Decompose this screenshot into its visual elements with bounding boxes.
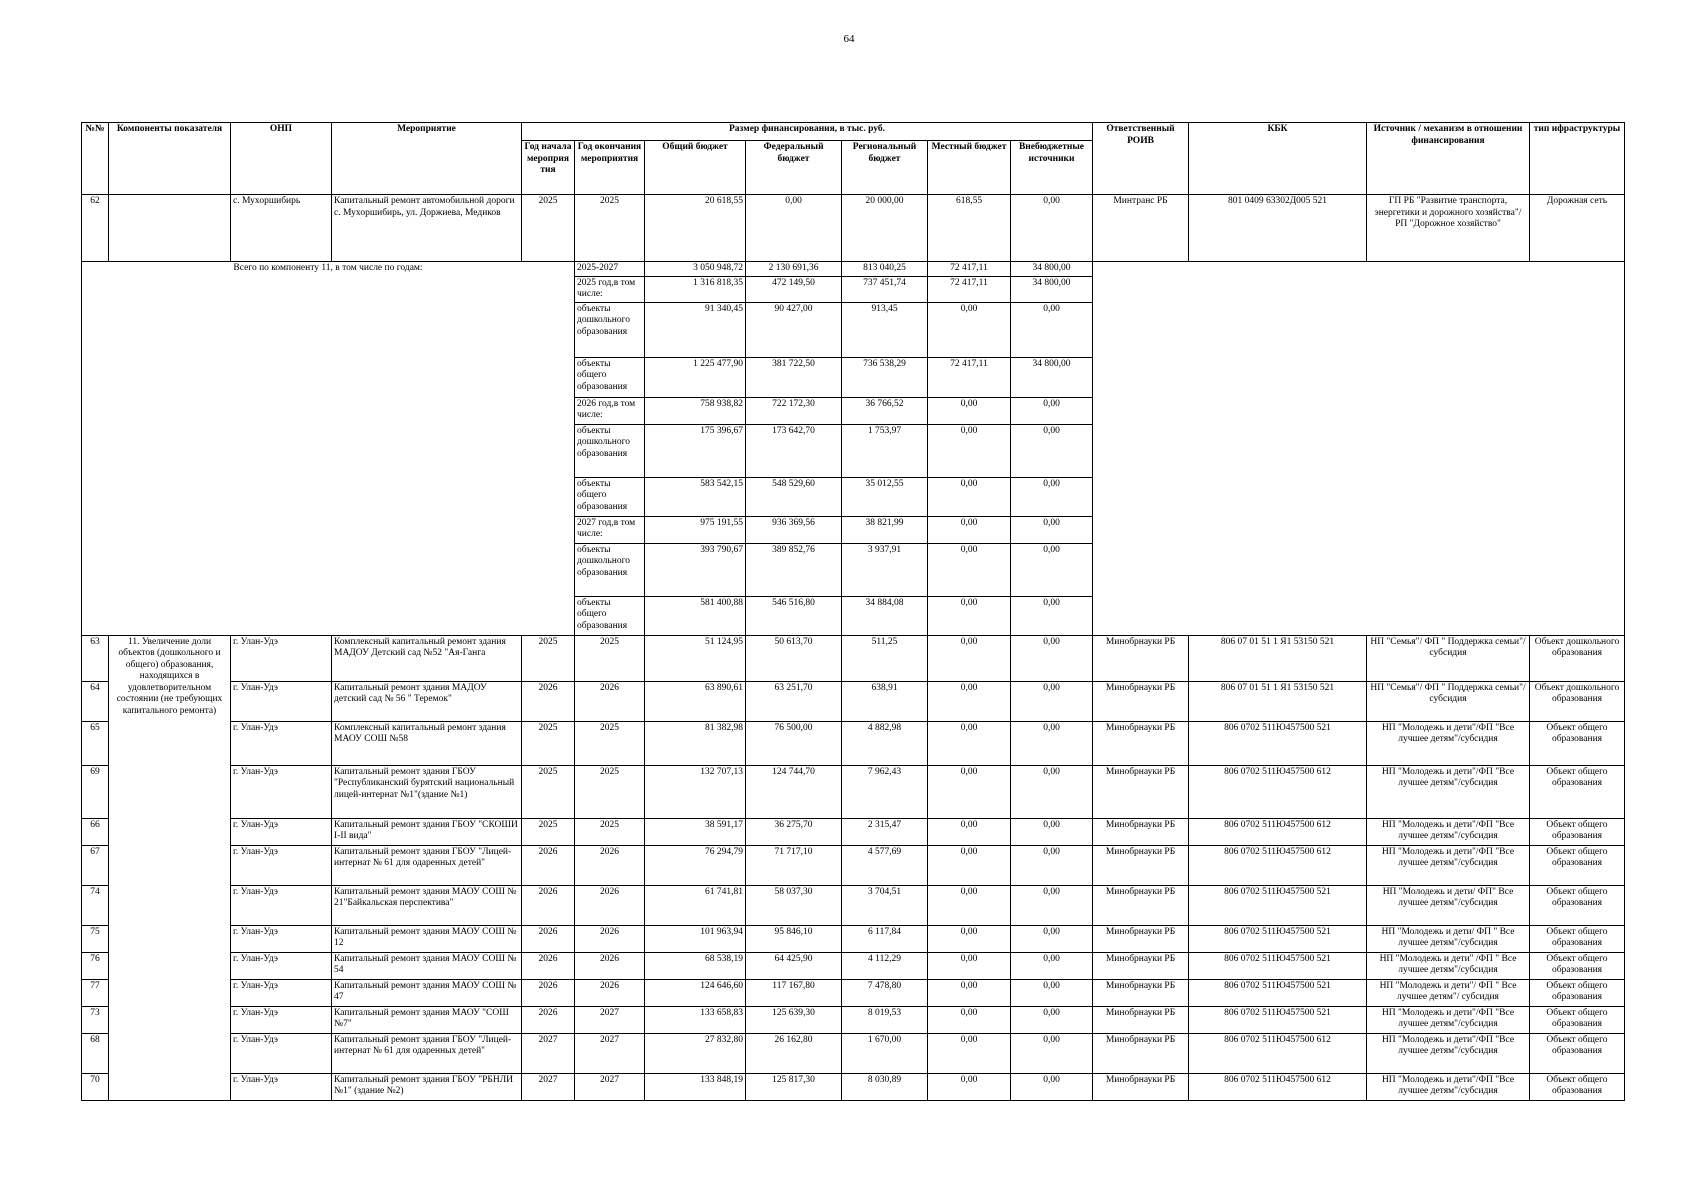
cell-total: 76 294,79 — [645, 845, 746, 885]
header-roiv: Ответственный РОИВ — [1093, 123, 1189, 195]
summary-federal: 173 642,70 — [746, 424, 842, 477]
summary-federal: 722 172,30 — [746, 397, 842, 424]
cell-year-end: 2026 — [575, 979, 645, 1006]
cell-regional: 3 704,51 — [842, 885, 928, 925]
cell-local: 618,55 — [928, 195, 1011, 262]
table-row — [82, 195, 1625, 262]
summary-local: 0,00 — [928, 477, 1011, 516]
summary-period-label: объекты общего образования — [575, 357, 645, 397]
header-total: Общий бюджет — [645, 141, 746, 195]
cell-year-end: 2027 — [575, 1006, 645, 1033]
cell-event: Капитальный ремонт автомобильной дороги с. Мухоршибирь, ул. Доржиева, Медиков — [332, 195, 522, 262]
cell-local: 0,00 — [928, 979, 1011, 1006]
cell-infra: Объект общего образования — [1530, 1033, 1625, 1073]
summary-period-label: объекты общего образования — [575, 596, 645, 635]
cell-extra: 0,00 — [1011, 721, 1093, 765]
cell-source: НП "Семья"/ ФП " Поддержка семьи"/субсидия — [1367, 681, 1530, 721]
cell-event: Капитальный ремонт здания МАОУ СОШ № 47 — [332, 979, 522, 1006]
summary-period-label: объекты дошкольного образования — [575, 543, 645, 596]
cell-infra: Объект общего образования — [1530, 925, 1625, 952]
summary-federal: 936 369,56 — [746, 516, 842, 543]
summary-total: 393 790,67 — [645, 543, 746, 596]
cell-federal: 71 717,10 — [746, 845, 842, 885]
cell-event: Капитальный ремонт здания ГБОУ "РБНЛИ №1" (здание №2) — [332, 1073, 522, 1100]
cell-year-start: 2026 — [522, 925, 575, 952]
summary-regional: 736 538,29 — [842, 357, 928, 397]
cell-source: НП "Молодежь и дети"/ФП "Все лучшее детям"/субсидия — [1367, 845, 1530, 885]
cell-source: НП "Молодежь и дети"/ФП "Все лучшее детям"/субсидия — [1367, 818, 1530, 845]
summary-extra: 34 800,00 — [1011, 357, 1093, 397]
cell-event: Капитальный ремонт здания МАОУ СОШ № 12 — [332, 925, 522, 952]
table-row — [82, 1073, 1625, 1100]
header-year-end: Год окончания мероприятия — [575, 141, 645, 195]
cell-federal: 117 167,80 — [746, 979, 842, 1006]
summary-row — [82, 262, 1625, 277]
cell-year-start: 2027 — [522, 1073, 575, 1100]
cell-extra: 0,00 — [1011, 885, 1093, 925]
cell-kbk: 806 0702 511Ю457500 521 — [1189, 925, 1367, 952]
cell-year-end: 2027 — [575, 1033, 645, 1073]
cell-year-start: 2025 — [522, 195, 575, 262]
cell-year-start: 2026 — [522, 979, 575, 1006]
cell-regional: 4 577,69 — [842, 845, 928, 885]
cell-infra: Объект общего образования — [1530, 721, 1625, 765]
cell-extra: 0,00 — [1011, 195, 1093, 262]
cell-onp: г. Улан-Удэ — [231, 1006, 332, 1033]
cell-regional: 2 315,47 — [842, 818, 928, 845]
cell-total: 20 618,55 — [645, 195, 746, 262]
cell-onp: г. Улан-Удэ — [231, 1073, 332, 1100]
summary-federal: 548 529,60 — [746, 477, 842, 516]
cell-total: 101 963,94 — [645, 925, 746, 952]
cell-onp: г. Улан-Удэ — [231, 1033, 332, 1073]
summary-period-label: 2025-2027 — [575, 262, 645, 277]
cell-roiv: Минобрнауки РБ — [1093, 721, 1189, 765]
cell-event: Комплексный капитальный ремонт здания МАДОУ Детский сад №52 "Ая-Ганга — [332, 635, 522, 681]
cell-onp: с. Мухоршибирь — [231, 195, 332, 262]
cell-year-end: 2026 — [575, 925, 645, 952]
cell-source: НП "Молодежь и дети"/ФП "Все лучшее детям"/субсидия — [1367, 721, 1530, 765]
cell-event: Капитальный ремонт здания ГБОУ "СКОШИ I-II вида" — [332, 818, 522, 845]
cell-roiv: Минобрнауки РБ — [1093, 845, 1189, 885]
cell-total: 81 382,98 — [645, 721, 746, 765]
summary-period-label: 2027 год,в том числе: — [575, 516, 645, 543]
cell-year-end: 2025 — [575, 765, 645, 818]
header-regional: Региональный бюджет — [842, 141, 928, 195]
cell-federal: 124 744,70 — [746, 765, 842, 818]
cell-extra: 0,00 — [1011, 681, 1093, 721]
cell-num: 62 — [82, 195, 109, 262]
cell-local: 0,00 — [928, 1073, 1011, 1100]
cell-total: 63 890,61 — [645, 681, 746, 721]
cell-extra: 0,00 — [1011, 635, 1093, 681]
header-federal: Федеральный бюджет — [746, 141, 842, 195]
cell-year-start: 2026 — [522, 952, 575, 979]
cell-event: Капитальный ремонт здания МАОУ СОШ № 54 — [332, 952, 522, 979]
summary-regional: 1 753,97 — [842, 424, 928, 477]
summary-period-label: 2026 год,в том числе: — [575, 397, 645, 424]
summary-total: 975 191,55 — [645, 516, 746, 543]
cell-roiv: Минобрнауки РБ — [1093, 681, 1189, 721]
summary-total: 583 542,15 — [645, 477, 746, 516]
cell-year-start: 2025 — [522, 721, 575, 765]
cell-kbk: 806 0702 511Ю457500 612 — [1189, 1033, 1367, 1073]
summary-federal: 90 427,00 — [746, 302, 842, 357]
cell-extra: 0,00 — [1011, 1073, 1093, 1100]
summary-regional: 737 451,74 — [842, 276, 928, 302]
header-onp: ОНП — [231, 123, 332, 195]
summary-regional: 3 937,91 — [842, 543, 928, 596]
cell-regional: 638,91 — [842, 681, 928, 721]
cell-local: 0,00 — [928, 1033, 1011, 1073]
cell-year-start: 2026 — [522, 681, 575, 721]
cell-extra: 0,00 — [1011, 845, 1093, 885]
summary-federal: 546 516,80 — [746, 596, 842, 635]
cell-local: 0,00 — [928, 765, 1011, 818]
cell-year-start: 2026 — [522, 845, 575, 885]
cell-year-end: 2025 — [575, 635, 645, 681]
cell-infra: Объект дошкольного образования — [1530, 635, 1625, 681]
cell-kbk: 806 0702 511Ю457500 612 — [1189, 1073, 1367, 1100]
cell-federal: 125 639,30 — [746, 1006, 842, 1033]
summary-total: 1 225 477,90 — [645, 357, 746, 397]
cell-federal: 50 613,70 — [746, 635, 842, 681]
summary-local: 72 417,11 — [928, 357, 1011, 397]
cell-onp: г. Улан-Удэ — [231, 765, 332, 818]
cell-source: НП "Молодежь и дети"/ФП "Все лучшее детям"/субсидия — [1367, 1033, 1530, 1073]
cell-num: 74 — [82, 885, 109, 925]
summary-period-label: объекты дошкольного образования — [575, 302, 645, 357]
summary-extra: 0,00 — [1011, 516, 1093, 543]
header-source: Источник / механизм в отношении финансирования — [1367, 123, 1530, 195]
header-num: №№ — [82, 123, 109, 195]
cell-federal: 125 817,30 — [746, 1073, 842, 1100]
table-row — [82, 765, 1625, 818]
cell-year-end: 2026 — [575, 952, 645, 979]
cell-total: 68 538,19 — [645, 952, 746, 979]
cell-year-end: 2026 — [575, 681, 645, 721]
cell-event: Капитальный ремонт здания ГБОУ "Лицей-интернат № 61 для одаренных детей" — [332, 845, 522, 885]
cell-infra: Объект общего образования — [1530, 765, 1625, 818]
cell-roiv: Минобрнауки РБ — [1093, 979, 1189, 1006]
summary-period-label: 2025 год,в том числе: — [575, 276, 645, 302]
cell-onp: г. Улан-Удэ — [231, 721, 332, 765]
cell-regional: 4 112,29 — [842, 952, 928, 979]
summary-regional: 38 821,99 — [842, 516, 928, 543]
cell-num: 69 — [82, 765, 109, 818]
summary-extra: 0,00 — [1011, 424, 1093, 477]
cell-onp: г. Улан-Удэ — [231, 925, 332, 952]
cell-regional: 20 000,00 — [842, 195, 928, 262]
header-year-start: Год начала мероприя тия — [522, 141, 575, 195]
cell-source: НП "Молодежь и дети" /ФП " Все лучшее детям"/субсидия — [1367, 952, 1530, 979]
cell-source: НП "Молодежь и дети/ ФП" Все лучшее детям"/субсидия — [1367, 885, 1530, 925]
header-funding: Размер финансирования, в тыс. руб. — [522, 123, 1093, 141]
cell-regional: 8 019,53 — [842, 1006, 928, 1033]
cell-local: 0,00 — [928, 681, 1011, 721]
cell-infra: Объект общего образования — [1530, 952, 1625, 979]
summary-local: 72 417,11 — [928, 262, 1011, 277]
cell-total: 61 741,81 — [645, 885, 746, 925]
cell-kbk: 806 0702 511Ю457500 612 — [1189, 765, 1367, 818]
cell-component — [109, 195, 231, 262]
summary-period-label: объекты общего образования — [575, 477, 645, 516]
summary-regional: 813 040,25 — [842, 262, 928, 277]
header-extra: Внебюджетные источники — [1011, 141, 1093, 195]
cell-onp: г. Улан-Удэ — [231, 845, 332, 885]
cell-year-end: 2026 — [575, 885, 645, 925]
cell-regional: 511,25 — [842, 635, 928, 681]
cell-source: НП "Семья"/ ФП " Поддержка семьи"/субсидия — [1367, 635, 1530, 681]
cell-infra: Объект общего образования — [1530, 845, 1625, 885]
cell-infra: Объект общего образования — [1530, 818, 1625, 845]
cell-num: 77 — [82, 979, 109, 1006]
summary-label: Всего по компоненту 11, в том числе по годам: — [82, 262, 575, 636]
header-component: Компоненты показателя — [109, 123, 231, 195]
cell-roiv: Минобрнауки РБ — [1093, 818, 1189, 845]
header-kbk: КБК — [1189, 123, 1367, 195]
cell-extra: 0,00 — [1011, 979, 1093, 1006]
cell-regional: 7 478,80 — [842, 979, 928, 1006]
funding-table — [81, 122, 1625, 1101]
cell-year-end: 2025 — [575, 721, 645, 765]
summary-blank — [1093, 262, 1625, 636]
summary-local: 0,00 — [928, 424, 1011, 477]
cell-event: Комплексный капитальный ремонт здания МАОУ СОШ №58 — [332, 721, 522, 765]
cell-local: 0,00 — [928, 635, 1011, 681]
cell-kbk: 806 0702 511Ю457500 521 — [1189, 885, 1367, 925]
cell-federal: 63 251,70 — [746, 681, 842, 721]
summary-extra: 0,00 — [1011, 596, 1093, 635]
cell-roiv: Минобрнауки РБ — [1093, 925, 1189, 952]
summary-federal: 472 149,50 — [746, 276, 842, 302]
cell-event: Капитальный ремонт здания ГБОУ "Республиканский бурятский национальный лицей-интернат №1"(здание №1) — [332, 765, 522, 818]
cell-total: 124 646,60 — [645, 979, 746, 1006]
cell-component: 11. Увеличение доли объектов (дошкольного и общего) образования, находящихся в удовлетворительном состоянии (не требующих капитального ремонта) — [109, 635, 231, 1100]
cell-infra: Объект общего образования — [1530, 979, 1625, 1006]
cell-extra: 0,00 — [1011, 925, 1093, 952]
summary-total: 1 316 818,35 — [645, 276, 746, 302]
cell-total: 132 707,13 — [645, 765, 746, 818]
summary-total: 581 400,88 — [645, 596, 746, 635]
cell-kbk: 806 0702 511Ю457500 612 — [1189, 845, 1367, 885]
cell-onp: г. Улан-Удэ — [231, 818, 332, 845]
cell-num: 70 — [82, 1073, 109, 1100]
summary-extra: 0,00 — [1011, 543, 1093, 596]
cell-regional: 7 962,43 — [842, 765, 928, 818]
cell-extra: 0,00 — [1011, 1033, 1093, 1073]
cell-kbk: 806 0702 511Ю457500 612 — [1189, 818, 1367, 845]
cell-onp: г. Улан-Удэ — [231, 885, 332, 925]
cell-extra: 0,00 — [1011, 1006, 1093, 1033]
summary-total: 91 340,45 — [645, 302, 746, 357]
summary-extra: 0,00 — [1011, 477, 1093, 516]
summary-federal: 389 852,76 — [746, 543, 842, 596]
cell-total: 38 591,17 — [645, 818, 746, 845]
cell-roiv: Минобрнауки РБ — [1093, 1073, 1189, 1100]
cell-year-start: 2025 — [522, 765, 575, 818]
cell-kbk: 806 0702 511Ю457500 521 — [1189, 721, 1367, 765]
cell-num: 68 — [82, 1033, 109, 1073]
cell-total: 51 124,95 — [645, 635, 746, 681]
cell-extra: 0,00 — [1011, 818, 1093, 845]
cell-kbk: 806 07 01 51 1 Я1 53150 521 — [1189, 681, 1367, 721]
cell-source: НП "Молодежь и дети"/ФП "Все лучшее детям"/субсидия — [1367, 1073, 1530, 1100]
cell-source: НП "Молодежь и дети"/ ФП " Все лучшее детям"/ субсидия — [1367, 979, 1530, 1006]
cell-num: 76 — [82, 952, 109, 979]
cell-source: ГП РБ "Развитие транспорта, энергетики и дорожного хозяйства"/РП "Дорожное хозяйство" — [1367, 195, 1530, 262]
cell-extra: 0,00 — [1011, 765, 1093, 818]
summary-local: 0,00 — [928, 543, 1011, 596]
cell-kbk: 806 07 01 51 1 Я1 53150 521 — [1189, 635, 1367, 681]
cell-local: 0,00 — [928, 1006, 1011, 1033]
cell-federal: 0,00 — [746, 195, 842, 262]
cell-federal: 95 846,10 — [746, 925, 842, 952]
cell-local: 0,00 — [928, 845, 1011, 885]
cell-num: 66 — [82, 818, 109, 845]
cell-kbk: 806 0702 511Ю457500 521 — [1189, 979, 1367, 1006]
cell-num: 67 — [82, 845, 109, 885]
cell-kbk: 806 0702 511Ю457500 521 — [1189, 952, 1367, 979]
summary-federal: 381 722,50 — [746, 357, 842, 397]
cell-year-start: 2027 — [522, 1033, 575, 1073]
cell-total: 27 832,80 — [645, 1033, 746, 1073]
cell-year-end: 2025 — [575, 195, 645, 262]
cell-infra: Объект общего образования — [1530, 1073, 1625, 1100]
table-row — [82, 818, 1625, 845]
cell-total: 133 658,83 — [645, 1006, 746, 1033]
cell-onp: г. Улан-Удэ — [231, 979, 332, 1006]
summary-period-label: объекты дошкольного образования — [575, 424, 645, 477]
cell-regional: 8 030,89 — [842, 1073, 928, 1100]
cell-infra: Объект общего образования — [1530, 885, 1625, 925]
cell-regional: 4 882,98 — [842, 721, 928, 765]
cell-extra: 0,00 — [1011, 952, 1093, 979]
table-header — [82, 123, 1625, 195]
cell-local: 0,00 — [928, 952, 1011, 979]
header-local: Местный бюджет — [928, 141, 1011, 195]
cell-infra: Объект общего образования — [1530, 1006, 1625, 1033]
cell-onp: г. Улан-Удэ — [231, 635, 332, 681]
cell-year-start: 2025 — [522, 635, 575, 681]
cell-num: 63 — [82, 635, 109, 681]
cell-roiv: Минобрнауки РБ — [1093, 1033, 1189, 1073]
cell-source: НП "Молодежь и дети"/ФП "Все лучшее детям"/субсидия — [1367, 765, 1530, 818]
summary-regional: 35 012,55 — [842, 477, 928, 516]
cell-local: 0,00 — [928, 885, 1011, 925]
cell-year-start: 2025 — [522, 818, 575, 845]
table-row — [82, 885, 1625, 925]
summary-local: 0,00 — [928, 397, 1011, 424]
cell-local: 0,00 — [928, 925, 1011, 952]
table-row — [82, 952, 1625, 979]
summary-total: 175 396,67 — [645, 424, 746, 477]
summary-regional: 36 766,52 — [842, 397, 928, 424]
cell-regional: 6 117,84 — [842, 925, 928, 952]
summary-extra: 34 800,00 — [1011, 276, 1093, 302]
cell-event: Капитальный ремонт здания МАДОУ детский сад № 56 " Теремок" — [332, 681, 522, 721]
summary-local: 0,00 — [928, 516, 1011, 543]
cell-local: 0,00 — [928, 818, 1011, 845]
cell-roiv: Минобрнауки РБ — [1093, 635, 1189, 681]
table-row — [82, 925, 1625, 952]
cell-total: 133 848,19 — [645, 1073, 746, 1100]
page-number: 64 — [843, 33, 855, 45]
table-row — [82, 1006, 1625, 1033]
cell-federal: 76 500,00 — [746, 721, 842, 765]
cell-event: Капитальный ремонт здания ГБОУ "Лицей-интернат № 61 для одаренных детей" — [332, 1033, 522, 1073]
cell-num: 73 — [82, 1006, 109, 1033]
cell-onp: г. Улан-Удэ — [231, 952, 332, 979]
cell-source: НП "Молодежь и дети/ ФП " Все лучшее детям"/субсидия — [1367, 925, 1530, 952]
cell-event: Капитальный ремонт здания МАОУ "СОШ №7" — [332, 1006, 522, 1033]
summary-local: 0,00 — [928, 596, 1011, 635]
summary-local: 72 417,11 — [928, 276, 1011, 302]
cell-roiv: Минтранс РБ — [1093, 195, 1189, 262]
cell-infra: Дорожная сеть — [1530, 195, 1625, 262]
summary-total: 3 050 948,72 — [645, 262, 746, 277]
cell-kbk: 806 0702 511Ю457500 521 — [1189, 1006, 1367, 1033]
cell-regional: 1 670,00 — [842, 1033, 928, 1073]
cell-num: 75 — [82, 925, 109, 952]
table-row — [82, 1033, 1625, 1073]
summary-extra: 0,00 — [1011, 397, 1093, 424]
cell-kbk: 801 0409 63302Д005 521 — [1189, 195, 1367, 262]
table-row — [82, 845, 1625, 885]
cell-roiv: Минобрнауки РБ — [1093, 952, 1189, 979]
cell-year-end: 2025 — [575, 818, 645, 845]
cell-federal: 64 425,90 — [746, 952, 842, 979]
cell-roiv: Минобрнауки РБ — [1093, 1006, 1189, 1033]
summary-regional: 34 884,08 — [842, 596, 928, 635]
cell-year-end: 2027 — [575, 1073, 645, 1100]
cell-roiv: Минобрнауки РБ — [1093, 885, 1189, 925]
cell-federal: 26 162,80 — [746, 1033, 842, 1073]
cell-event: Капитальный ремонт здания МАОУ СОШ № 21"Байкальская перспектива" — [332, 885, 522, 925]
cell-year-start: 2026 — [522, 885, 575, 925]
table-row — [82, 979, 1625, 1006]
summary-regional: 913,45 — [842, 302, 928, 357]
cell-source: НП "Молодежь и дети"/ФП "Все лучшее детям"/субсидия — [1367, 1006, 1530, 1033]
cell-num: 64 — [82, 681, 109, 721]
item-rows — [82, 635, 1625, 1100]
cell-federal: 58 037,30 — [746, 885, 842, 925]
table-row — [82, 681, 1625, 721]
summary-federal: 2 130 691,36 — [746, 262, 842, 277]
cell-local: 0,00 — [928, 721, 1011, 765]
summary-extra: 0,00 — [1011, 302, 1093, 357]
cell-roiv: Минобрнауки РБ — [1093, 765, 1189, 818]
cell-onp: г. Улан-Удэ — [231, 681, 332, 721]
cell-year-end: 2026 — [575, 845, 645, 885]
summary-total: 758 938,82 — [645, 397, 746, 424]
table-row — [82, 635, 1625, 681]
cell-num: 65 — [82, 721, 109, 765]
header-event: Мероприятие — [332, 123, 522, 195]
cell-year-start: 2026 — [522, 1006, 575, 1033]
cell-infra: Объект дошкольного образования — [1530, 681, 1625, 721]
summary-local: 0,00 — [928, 302, 1011, 357]
summary-extra: 34 800,00 — [1011, 262, 1093, 277]
cell-federal: 36 275,70 — [746, 818, 842, 845]
header-infra: тип ифраструктуры — [1530, 123, 1625, 195]
table-row — [82, 721, 1625, 765]
